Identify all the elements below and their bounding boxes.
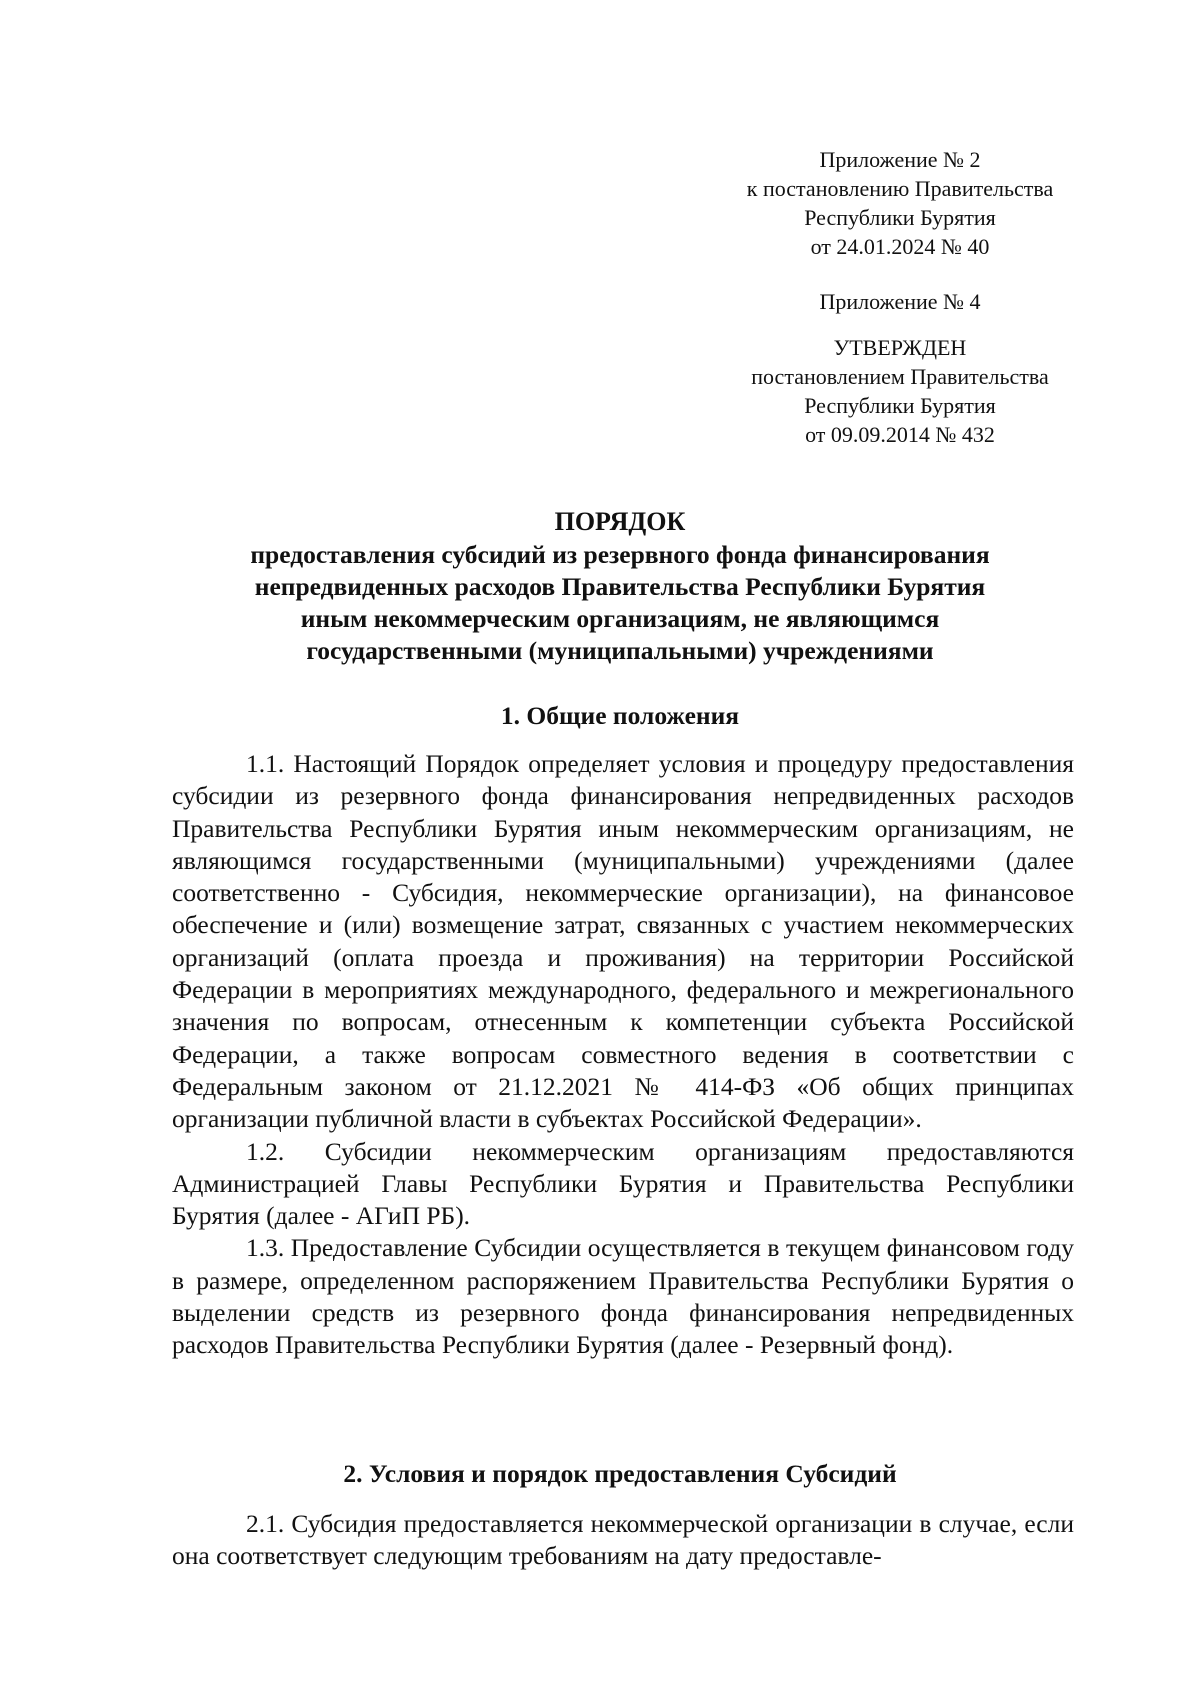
document-subtitle-line: государственными (муниципальными) учреждениями (306, 636, 934, 665)
approved-region: Республики Бурятия (804, 393, 996, 418)
section-1-heading: 1. Общие положения (500, 701, 740, 730)
paragraph-1-1: 1.1. Настоящий Порядок определяет условия и процедуру предоставления субсидии из резервного фонда финансирования непредвиденных расходов Правительства Республики Бурятия иным некоммерческим организациям, не являющимся государственными (муниципальными) учреждениями (далее соответственно - Субсидия, некоммерческие организации), на финансовое обеспечение и (или) возмещение затрат, связанных с участием некоммерческих организаций (оплата проезда и проживания) на территории Российской Федерации в мероприятиях международного, федерального и межрегионального значения по вопросам, отнесенным к компетенции субъекта Российской Федерации, а также вопросам совместного ведения в соответствии с Федеральным законом от 21.12.2021 № 414-ФЗ «Об общих принципах организации публичной власти в субъектах Российской Федерации». (172, 749, 1074, 1134)
document-title-block (172, 506, 1068, 667)
approved-date: от 09.09.2014 № 432 (805, 422, 995, 447)
approved-label: УТВЕРЖДЕН (833, 335, 967, 360)
approval-stamp-text (700, 333, 1100, 449)
document-title: ПОРЯДОК (554, 507, 686, 536)
attachment-4-number: Приложение № 4 (819, 289, 981, 314)
document-subtitle-line: непредвиденных расходов Правительства Республики Бурятия (254, 572, 986, 601)
attachment-2-region: Республики Бурятия (804, 205, 996, 230)
paragraph-1-3: 1.3. Предоставление Субсидии осуществляется в текущем финансовом году в размере, определенном распоряжением Правительства Республики Бурятия о выделении средств из резервного фонда финансирования непредвиденных расходов Правительства Республики Бурятия (далее - Резервный фонд). (172, 1233, 1074, 1360)
section-2-body (172, 1508, 1074, 1573)
attachment-2-number: Приложение № 2 (819, 147, 981, 172)
section-1-body (172, 748, 1074, 1362)
attachment-4-header (700, 287, 1100, 316)
approved-by: постановлением Правительства (751, 364, 1049, 389)
attachment-2-header (700, 145, 1100, 261)
attachment-2-date: от 24.01.2024 № 40 (810, 234, 990, 259)
paragraph-2-1: 2.1. Субсидия предоставляется некоммерческой организации в случае, если она соответствует следующим требованиям на дату предоставле- (172, 1509, 1074, 1571)
attachment-2-ref: к постановлению Правительства (746, 176, 1054, 201)
document-subtitle-line: иным некоммерческим организациям, не являющимся (300, 604, 940, 633)
document-subtitle-line: предоставления субсидий из резервного фонда финансирования (250, 540, 990, 569)
paragraph-1-2: 1.2. Субсидии некоммерческим организациям предоставляются Администрацией Главы Республики Бурятия и Правительства Республики Бурятия (далее - АГиП РБ). (172, 1136, 1074, 1231)
section-2-heading: 2. Условия и порядок предоставления Субсидий (343, 1459, 897, 1488)
